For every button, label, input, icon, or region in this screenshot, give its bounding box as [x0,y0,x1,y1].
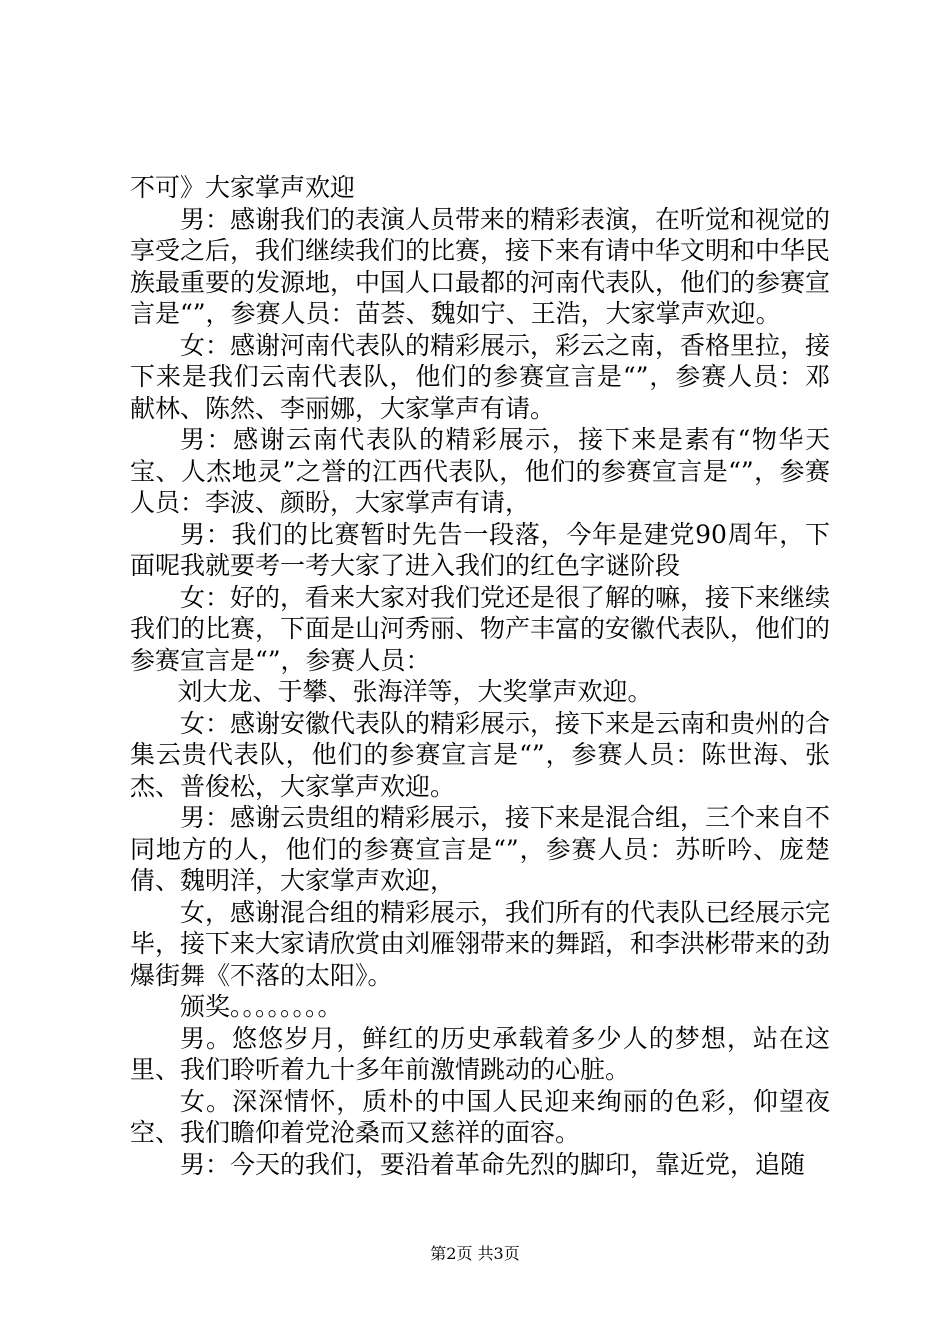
paragraph: 女：好的，看来大家对我们党还是很了解的嘛，接下来继续我们的比赛，下面是山河秀丽、物产丰富的安徽代表队，他们的参赛宣言是“”，参赛人员： [130,582,831,675]
paragraph: 男：感谢云南代表队的精彩展示，接下来是素有“物华天宝、人杰地灵”之誉的江西代表队，他们的参赛宣言是“”，参赛人员：李波、颜盼，大家掌声有请， [130,425,830,517]
paragraph: 颁奖。。。。。。。。 [180,992,343,1021]
paragraph: 女：感谢安徽代表队的精彩展示，接下来是云南和贵州的合集云贵代表队，他们的参赛宣言是“”，参赛人员：陈世海、张杰、普俊松，大家掌声欢迎。 [130,708,831,801]
paragraph: 女，感谢混合组的精彩展示，我们所有的代表队已经展示完毕，接下来大家请欣赏由刘雁翎带来的舞蹈，和李洪彬带来的劲爆街舞《不落的太阳》。 [130,897,831,990]
page-footer [0,1244,950,1264]
paragraph: 男：我们的比赛暂时先告一段落，今年是建党90周年，下面呢我就要考一考大家了进入我们的红色字谜阶段 [130,519,830,580]
paragraph: 男：今天的我们，要沿着革命先烈的脚印，靠近党，追随 [180,1149,806,1179]
paragraph: 女。深深情怀，质朴的中国人民迎来绚丽的色彩，仰望夜空、我们瞻仰着党沧桑而又慈祥的面容。 [130,1086,830,1147]
paragraph: 刘大龙、于攀、张海洋等，大奖掌声欢迎。 [177,677,653,706]
paragraph: 男：感谢云贵组的精彩展示，接下来是混合组，三个来自不同地方的人，他们的参赛宣言是“”，参赛人员：苏昕吟、庞楚倩、魏明洋，大家掌声欢迎， [130,803,831,895]
paragraph: 男。悠悠岁月，鲜红的历史承载着多少人的梦想，站在这里、我们聆听着九十多年前激情跳动的心脏。 [130,1023,830,1084]
document-body [130,172,830,1180]
paragraph: 不可》大家掌声欢迎 [130,173,356,202]
page-number-label: 第2页 共3页 [430,1244,520,1263]
paragraph: 女：感谢河南代表队的精彩展示，彩云之南，香格里拉，接下来是我们云南代表队，他们的参赛宣言是“”，参赛人员：邓献林、陈然、李丽娜，大家掌声有请。 [130,330,831,423]
paragraph: 男：感谢我们的表演人员带来的精彩表演，在听觉和视觉的享受之后，我们继续我们的比赛，接下来有请中华文明和中华民族最重要的发源地，中国人口最都的河南代表队，他们的参赛宣言是“”，参赛人员：苗荟、魏如宁、王浩，大家掌声欢迎。 [130,204,831,328]
